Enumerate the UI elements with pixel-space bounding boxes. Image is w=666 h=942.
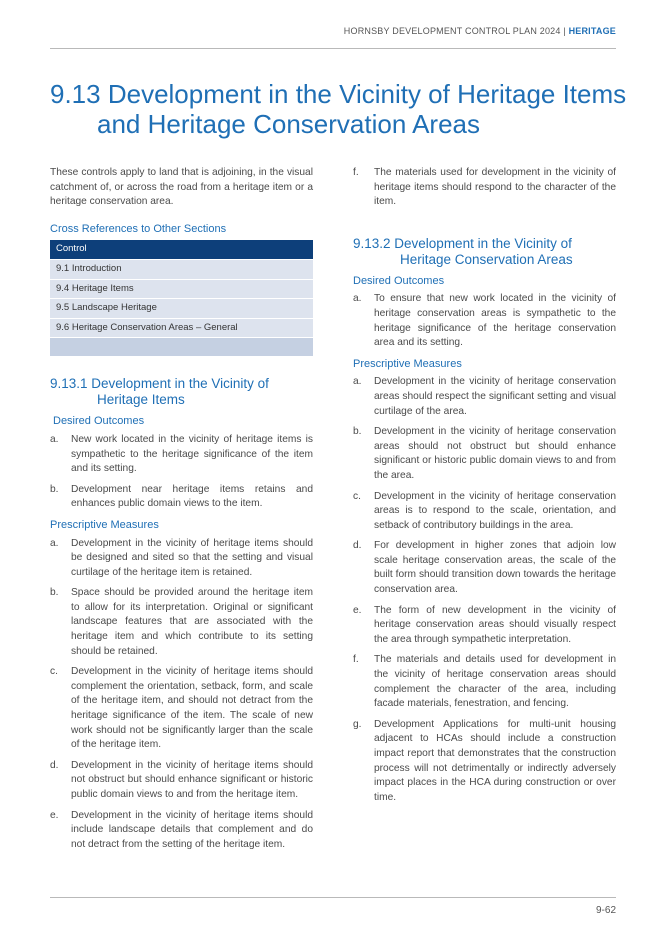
s2-measures-heading: Prescriptive Measures bbox=[353, 357, 462, 370]
list-item-text: Development in the vicinity of heritage items should not obstruct but should enhance significant or historic public domain views to and from the heritage item. bbox=[71, 759, 313, 800]
list-item-marker: e. bbox=[353, 604, 362, 616]
list-item-marker: d. bbox=[353, 540, 362, 552]
s1-desired-list bbox=[50, 433, 313, 512]
list-item-marker: c. bbox=[353, 490, 361, 502]
page-number: 9-62 bbox=[595, 905, 616, 916]
list-item bbox=[50, 809, 313, 853]
cross-ref-heading: Cross References to Other Sections bbox=[50, 222, 227, 235]
list-item bbox=[353, 604, 616, 648]
page-title bbox=[50, 79, 630, 139]
list-item-text: The form of new development in the vicinity of heritage conservation areas should visually respect the area through sympathetic interpretation. bbox=[374, 604, 616, 645]
list-item-text: Development in the vicinity of heritage items should complement the orientation, setback, form, and scale of the heritage item, and should not detract from the heritage significance of the item. The scale of new work should not be significantly larger than the scale of the heritage item. bbox=[71, 666, 313, 751]
list-item bbox=[50, 586, 313, 659]
cross-ref-row: 9.5 Landscape Heritage bbox=[50, 299, 313, 319]
page-title-line2: and Heritage Conservation Areas bbox=[97, 109, 481, 139]
list-item-text: Development near heritage items retains and enhances public domain views to the item. bbox=[71, 483, 313, 510]
list-item-marker: b. bbox=[353, 426, 362, 438]
cross-ref-row: 9.4 Heritage Items bbox=[50, 279, 313, 299]
header-section: HERITAGE bbox=[568, 26, 616, 36]
list-item-marker: a. bbox=[353, 293, 362, 305]
list-item-text: New work located in the vicinity of heritage items is sympathetic to the heritage significance of the item and its setting. bbox=[71, 433, 313, 475]
s1-desired-heading: Desired Outcomes bbox=[53, 415, 145, 428]
s1-measures-heading: Prescriptive Measures bbox=[50, 518, 159, 531]
list-item bbox=[353, 166, 616, 210]
list-item bbox=[353, 653, 616, 711]
list-item bbox=[50, 483, 313, 512]
s2-desired-heading: Desired Outcomes bbox=[353, 274, 445, 287]
list-item-marker: g. bbox=[353, 718, 362, 730]
footer-rule bbox=[50, 897, 616, 898]
section-heading-line2: Heritage Conservation Areas bbox=[400, 251, 573, 267]
list-item-text: The materials used for development in the vicinity of heritage items should respond to the character of the item. bbox=[374, 167, 616, 208]
right-column bbox=[353, 166, 616, 811]
list-item-text: Development Applications for multi-unit housing adjacent to HCAs should include a construction impact report that demonstrates that the construction process will not detrimentally or indirectly adversely impact places in the HCA during construction or over time. bbox=[374, 718, 616, 803]
header-separator: | bbox=[560, 26, 569, 36]
list-item bbox=[353, 490, 616, 534]
s1-measures-list-continued bbox=[353, 166, 616, 210]
cross-ref-table bbox=[50, 240, 313, 356]
list-item-text: Development in the vicinity of heritage conservation areas should not obstruct but should enhance significant or historic public domain views to and from the area. bbox=[374, 426, 616, 481]
list-item-marker: a. bbox=[50, 537, 59, 549]
section-9-13-1-heading bbox=[50, 376, 313, 408]
section-heading-line2: Heritage Items bbox=[97, 392, 185, 408]
list-item bbox=[353, 292, 616, 350]
list-item-marker: d. bbox=[50, 759, 59, 771]
left-column bbox=[50, 166, 313, 858]
list-item-marker: b. bbox=[50, 483, 59, 495]
list-item bbox=[50, 433, 313, 477]
list-item-text: Development in the vicinity of heritage items should include landscape details that complement and do not detract from the setting of the heritage item. bbox=[71, 809, 313, 850]
list-item-marker: a. bbox=[353, 376, 362, 388]
list-item bbox=[353, 718, 616, 806]
s2-measures-list bbox=[353, 375, 616, 805]
cross-ref-table-header: Control bbox=[50, 240, 313, 259]
list-item bbox=[353, 425, 616, 483]
list-item-marker: c. bbox=[50, 666, 58, 678]
list-item-text: For development in higher zones that adjoin low scale heritage conservation areas, the scale of the built form should transition down towards the heritage conservation area. bbox=[374, 540, 616, 596]
list-item bbox=[50, 759, 313, 803]
s2-desired-list bbox=[353, 292, 616, 350]
cross-ref-row: 9.6 Heritage Conservation Areas – General bbox=[50, 318, 313, 338]
list-item-text: Space should be provided around the heritage item to allow for its interpretation. Original or significant landscape features that are associated with the heritage item and which contribute to its setting should be retained. bbox=[71, 587, 313, 657]
section-heading-line1: 9.13.2 Development in the Vicinity of bbox=[353, 235, 572, 251]
header-rule bbox=[50, 48, 616, 49]
list-item-text: Development in the vicinity of heritage items should be designed and sited so that the setting and visual curtilage of the heritage item is retained. bbox=[71, 537, 313, 578]
list-item-marker: b. bbox=[50, 587, 59, 599]
running-header bbox=[344, 26, 616, 36]
list-item bbox=[353, 539, 616, 597]
list-item bbox=[353, 375, 616, 419]
header-doc-title: HORNSBY DEVELOPMENT CONTROL PLAN 2024 bbox=[343, 26, 561, 36]
list-item-text: To ensure that new work located in the vicinity of heritage conservation areas is sympathetic to the heritage significance of the heritage conservation area and its setting. bbox=[374, 293, 616, 349]
list-item-marker: f. bbox=[353, 654, 359, 666]
section-heading-line1: 9.13.1 Development in the Vicinity of bbox=[50, 376, 269, 392]
list-item-marker: a. bbox=[50, 433, 59, 445]
list-item bbox=[50, 665, 313, 753]
section-9-13-2-heading bbox=[353, 236, 616, 268]
s1-measures-list bbox=[50, 537, 313, 853]
list-item bbox=[50, 537, 313, 581]
list-item-text: Development in the vicinity of heritage conservation areas should respect the significant setting and visual curtilage of the area. bbox=[374, 376, 616, 417]
page-title-line1: 9.13 Development in the Vicinity of Heritage Items bbox=[50, 79, 627, 109]
list-item-marker: e. bbox=[50, 809, 59, 821]
list-item-marker: f. bbox=[353, 167, 359, 178]
cross-ref-blank-row bbox=[50, 338, 313, 357]
list-item-text: Development in the vicinity of heritage conservation areas is to respond to the scale, orientation, and setback of contributory buildings in the area. bbox=[374, 490, 616, 531]
list-item-text: The materials and details used for development in the vicinity of heritage conservation areas should complement the character of the area, including facade materials, fenestration, and fencing. bbox=[374, 654, 616, 710]
intro-paragraph: These controls apply to land that is adjoining, in the visual catchment of, or across the road from a heritage item or a heritage conservation area. bbox=[50, 167, 313, 208]
cross-ref-row: 9.1 Introduction bbox=[50, 259, 313, 279]
